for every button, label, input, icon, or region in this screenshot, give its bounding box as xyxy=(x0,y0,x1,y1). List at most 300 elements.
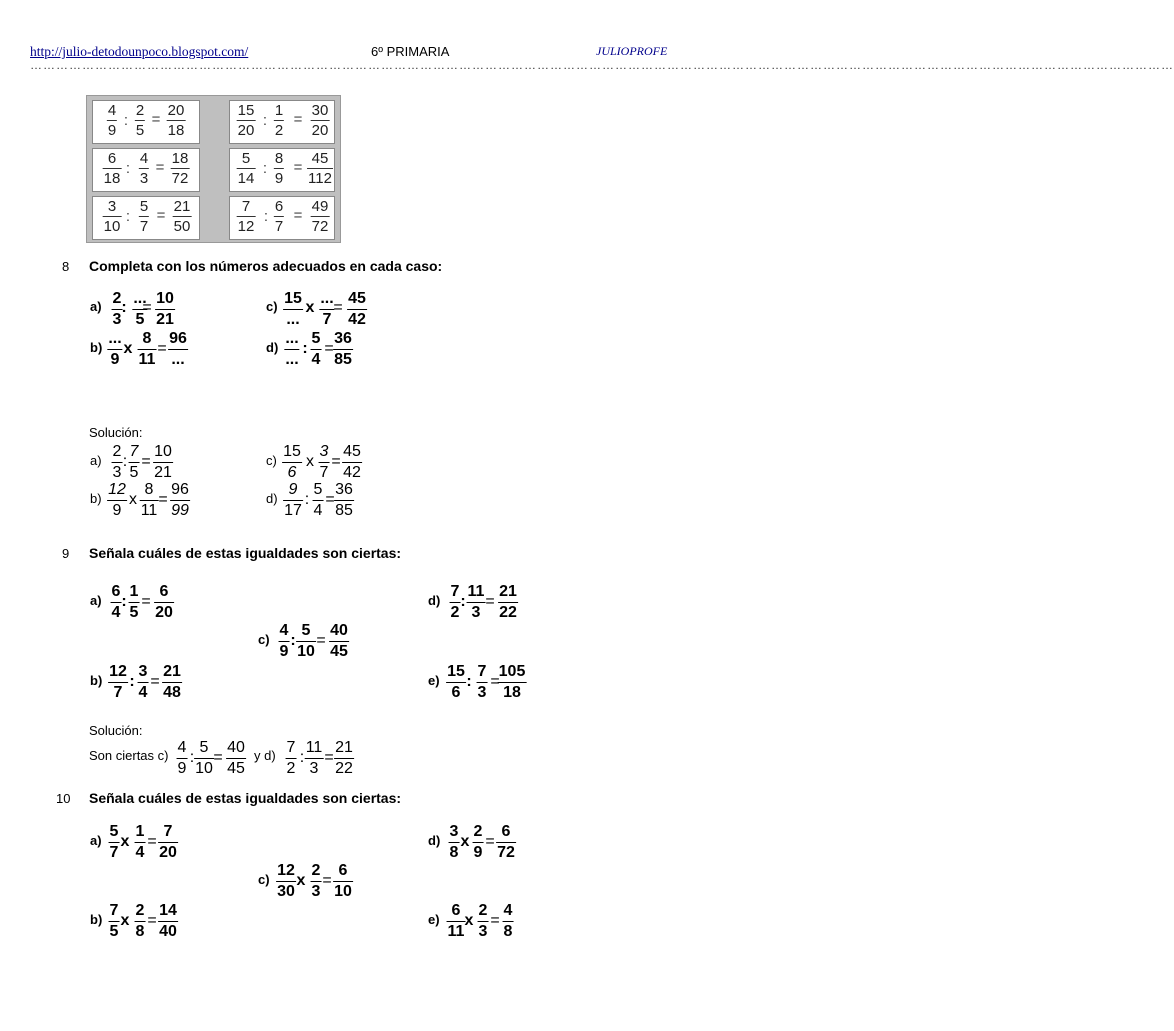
fraction-bar xyxy=(307,168,333,169)
fraction-bar xyxy=(103,168,122,169)
item-label: b) xyxy=(90,491,102,506)
denominator: 85 xyxy=(335,502,353,519)
denominator: 7 xyxy=(113,684,123,701)
denominator: 6 xyxy=(451,684,461,701)
numerator: 30 xyxy=(311,102,329,119)
denominator: 3 xyxy=(478,923,488,940)
numerator: 2 xyxy=(135,902,145,919)
denominator: 21 xyxy=(154,464,172,481)
operator: x xyxy=(123,340,133,357)
operator: = xyxy=(150,673,160,690)
denominator: 18 xyxy=(103,170,121,187)
fraction-bar xyxy=(158,921,178,922)
denominator: 21 xyxy=(156,311,174,328)
denominator: 2 xyxy=(450,604,460,621)
denominator: 3 xyxy=(112,311,122,328)
operator: = xyxy=(490,673,500,690)
fraction xyxy=(177,740,188,777)
numerator: 7 xyxy=(129,443,139,460)
fraction-bar xyxy=(274,168,284,169)
fraction xyxy=(478,903,489,940)
numerator: 3 xyxy=(319,443,329,460)
denominator: 5 xyxy=(135,311,145,328)
fraction-bar xyxy=(284,349,299,350)
operator: : xyxy=(262,160,268,177)
fraction xyxy=(503,903,514,940)
fraction xyxy=(171,151,190,186)
numerator: 6 xyxy=(501,823,511,840)
numerator: 11 xyxy=(467,583,485,600)
operator: = xyxy=(485,833,495,850)
fraction-bar xyxy=(334,758,354,759)
denominator: 4 xyxy=(111,604,121,621)
numerator: 1 xyxy=(274,102,284,119)
fraction xyxy=(333,863,353,900)
operator: = xyxy=(316,632,326,649)
denominator: 4 xyxy=(313,502,323,519)
denominator: 18 xyxy=(503,684,521,701)
numerator: 21 xyxy=(335,739,353,756)
denominator: 99 xyxy=(171,502,189,519)
fraction-bar xyxy=(467,602,486,603)
denominator: 3 xyxy=(311,883,321,900)
fraction xyxy=(276,863,296,900)
fraction-bar xyxy=(107,349,122,350)
question-9-title: Señala cuáles de estas igualdades son ciertas: xyxy=(89,545,402,561)
denominator: 18 xyxy=(167,122,185,139)
operator: x xyxy=(120,833,130,850)
operator: = xyxy=(155,159,165,176)
numerator: 7 xyxy=(286,739,296,756)
fraction xyxy=(139,151,149,186)
operator: = xyxy=(293,207,303,224)
fraction-bar xyxy=(173,216,192,217)
fraction-bar xyxy=(109,842,120,843)
operator: : xyxy=(302,340,308,357)
item-label: c) xyxy=(266,453,277,468)
numerator: 4 xyxy=(139,150,149,167)
fraction xyxy=(162,664,182,701)
operator: = xyxy=(147,833,157,850)
fraction-bar xyxy=(283,500,303,501)
denominator: 45 xyxy=(227,760,245,777)
fraction xyxy=(498,584,518,621)
numerator: 3 xyxy=(138,663,148,680)
item-label: a) xyxy=(90,453,102,468)
operator: = xyxy=(333,299,343,316)
fraction-bar xyxy=(112,462,123,463)
fraction xyxy=(496,824,516,861)
operator: : xyxy=(262,112,268,129)
fraction-bar xyxy=(107,120,117,121)
numerator: 4 xyxy=(177,739,187,756)
fraction xyxy=(279,623,290,660)
numerator: 1 xyxy=(129,583,139,600)
numerator: 14 xyxy=(159,902,177,919)
fraction-bar xyxy=(446,682,466,683)
denominator: 42 xyxy=(343,464,361,481)
denominator: 20 xyxy=(311,122,329,139)
numerator: 2 xyxy=(311,862,321,879)
fraction-bar xyxy=(276,881,296,882)
operator: : xyxy=(125,208,131,225)
denominator: 9 xyxy=(473,844,483,861)
fraction-bar xyxy=(129,462,140,463)
fraction xyxy=(274,199,284,234)
fraction-bar xyxy=(138,349,157,350)
fraction xyxy=(112,444,123,481)
fraction xyxy=(103,199,122,234)
denominator: 3 xyxy=(112,464,122,481)
numerator: 15 xyxy=(283,443,301,460)
fraction-bar xyxy=(135,921,146,922)
operator: = xyxy=(293,111,303,128)
fraction-bar xyxy=(450,602,461,603)
fraction xyxy=(237,103,256,138)
denominator: 7 xyxy=(322,311,332,328)
operator: : xyxy=(263,208,269,225)
operator: = xyxy=(158,491,168,508)
operator: = xyxy=(325,491,335,508)
fraction-bar xyxy=(477,682,488,683)
item-label: a) xyxy=(90,833,102,848)
denominator: 9 xyxy=(107,122,117,139)
operator: = xyxy=(293,159,303,176)
fraction xyxy=(467,584,486,621)
fraction-bar xyxy=(311,881,322,882)
numerator: 15 xyxy=(237,102,255,119)
numerator: 45 xyxy=(348,290,366,307)
numerator: 96 xyxy=(169,330,187,347)
grade-label: 6º PRIMARIA xyxy=(371,44,450,59)
blog-url-link[interactable]: http://julio-detodounpoco.blogspot.com/ xyxy=(30,44,249,59)
denominator: 22 xyxy=(499,604,517,621)
fraction-bar xyxy=(498,682,527,683)
item-label: e) xyxy=(428,912,440,927)
question-8-solution-label: Solución: xyxy=(89,425,143,440)
fraction xyxy=(311,331,322,368)
denominator: 10 xyxy=(334,883,352,900)
operator: : xyxy=(121,299,127,316)
numerator: 15 xyxy=(447,663,465,680)
denominator: 10 xyxy=(297,643,315,660)
author-label: JULIOPROFE xyxy=(596,44,668,58)
fraction-bar xyxy=(503,921,514,922)
fraction xyxy=(155,291,175,328)
fraction xyxy=(103,151,122,186)
operator: : xyxy=(129,673,135,690)
fraction xyxy=(129,444,140,481)
denominator: 3 xyxy=(477,684,487,701)
numerator: ... xyxy=(285,330,299,347)
fraction-bar xyxy=(107,500,127,501)
denominator: 2 xyxy=(274,122,284,139)
fraction xyxy=(342,444,362,481)
numerator: 40 xyxy=(330,622,348,639)
denominator: 7 xyxy=(319,464,329,481)
numerator: 6 xyxy=(111,583,121,600)
operator: : xyxy=(123,112,129,129)
fraction xyxy=(296,623,316,660)
numerator: 36 xyxy=(334,330,352,347)
numerator: 4 xyxy=(279,622,289,639)
fraction-bar xyxy=(296,641,316,642)
fraction-bar xyxy=(171,168,190,169)
question-9-number: 9 xyxy=(62,546,70,561)
operator: = xyxy=(324,340,334,357)
numerator: 6 xyxy=(338,862,348,879)
fraction xyxy=(347,291,367,328)
item-label: d) xyxy=(266,491,278,506)
numerator: ... xyxy=(320,290,334,307)
denominator: 72 xyxy=(171,170,189,187)
fraction-bar xyxy=(286,758,297,759)
item-label: d) xyxy=(428,593,441,608)
fraction xyxy=(283,482,303,519)
denominator: 17 xyxy=(284,502,302,519)
denominator: 72 xyxy=(311,218,329,235)
numerator: 45 xyxy=(311,150,329,167)
fraction-bar xyxy=(449,842,460,843)
numerator: 5 xyxy=(109,823,119,840)
numerator: 8 xyxy=(144,481,154,498)
item-label: a) xyxy=(90,593,102,608)
fraction-bar xyxy=(168,349,188,350)
numerator: 10 xyxy=(156,290,174,307)
fraction xyxy=(311,199,330,234)
denominator: 8 xyxy=(503,923,513,940)
numerator: 5 xyxy=(301,622,311,639)
denominator: 6 xyxy=(287,464,297,481)
numerator: 7 xyxy=(450,583,460,600)
operator: = xyxy=(485,593,495,610)
fraction-bar xyxy=(496,842,516,843)
question-9-solution-label: Solución: xyxy=(89,723,143,738)
fraction xyxy=(107,482,127,519)
denominator: 5 xyxy=(135,122,145,139)
denominator: 42 xyxy=(348,311,366,328)
numerator: 2 xyxy=(112,443,122,460)
operator: : xyxy=(304,491,310,508)
fraction xyxy=(226,740,246,777)
denominator: 11 xyxy=(447,923,465,940)
denominator: 11 xyxy=(138,351,156,368)
denominator: ... xyxy=(286,311,300,328)
numerator: 20 xyxy=(167,102,185,119)
fraction xyxy=(138,664,149,701)
fraction xyxy=(154,584,174,621)
denominator: 48 xyxy=(163,684,181,701)
denominator: 9 xyxy=(177,760,187,777)
numerator: 7 xyxy=(241,198,251,215)
fraction xyxy=(282,444,302,481)
fraction xyxy=(274,103,284,138)
fraction-bar xyxy=(162,682,182,683)
fraction-bar xyxy=(274,120,284,121)
numerator: 21 xyxy=(173,198,191,215)
numerator: ... xyxy=(133,290,147,307)
fraction-bar xyxy=(473,842,484,843)
numerator: 7 xyxy=(163,823,173,840)
numerator: 6 xyxy=(107,150,117,167)
operator: = xyxy=(157,340,167,357)
denominator: 9 xyxy=(279,643,289,660)
numerator: 8 xyxy=(274,150,284,167)
numerator: 21 xyxy=(499,583,517,600)
operator: : xyxy=(460,593,466,610)
operator: x xyxy=(306,453,314,470)
question-8-number: 8 xyxy=(62,259,70,274)
fraction-bar xyxy=(313,500,324,501)
question-10-number: 10 xyxy=(56,791,71,806)
numerator: 6 xyxy=(159,583,169,600)
fraction xyxy=(135,824,146,861)
item-label: d) xyxy=(266,340,279,355)
fraction-bar xyxy=(447,921,466,922)
denominator: 5 xyxy=(129,464,139,481)
denominator: 14 xyxy=(237,170,255,187)
fraction-bar xyxy=(237,168,256,169)
denominator: 20 xyxy=(159,844,177,861)
fraction-bar xyxy=(135,842,146,843)
operator: = xyxy=(331,453,341,470)
fraction-bar xyxy=(311,120,330,121)
operator: : xyxy=(121,593,127,610)
fraction xyxy=(284,331,299,368)
fraction-bar xyxy=(170,500,190,501)
denominator: 112 xyxy=(308,170,332,187)
fraction xyxy=(167,103,186,138)
numerator: 15 xyxy=(284,290,302,307)
numerator: 18 xyxy=(171,150,189,167)
item-label: c) xyxy=(258,632,270,647)
fraction xyxy=(311,863,322,900)
fraction xyxy=(237,151,256,186)
denominator: 2 xyxy=(286,760,296,777)
denominator: 4 xyxy=(135,844,145,861)
numerator: 49 xyxy=(311,198,329,215)
item-label: c) xyxy=(266,299,278,314)
fraction xyxy=(313,482,324,519)
denominator: 20 xyxy=(155,604,173,621)
fraction xyxy=(140,482,159,519)
item-label: b) xyxy=(90,340,103,355)
operator: = xyxy=(141,593,151,610)
fraction xyxy=(109,903,120,940)
fraction-bar xyxy=(177,758,188,759)
fraction-bar xyxy=(153,462,173,463)
fraction-bar xyxy=(311,349,322,350)
item-label: e) xyxy=(428,673,440,688)
fraction-bar xyxy=(311,216,330,217)
operator: : xyxy=(125,160,131,177)
fraction-bar xyxy=(319,462,330,463)
operator: : xyxy=(466,673,472,690)
fraction xyxy=(498,664,527,701)
item-label: c) xyxy=(258,872,270,887)
fraction xyxy=(168,331,188,368)
numerator: 21 xyxy=(163,663,181,680)
numerator: 105 xyxy=(498,663,526,680)
fraction xyxy=(107,103,117,138)
denominator: 10 xyxy=(195,760,213,777)
item-label: b) xyxy=(90,912,103,927)
numerator: 7 xyxy=(109,902,119,919)
fraction-bar xyxy=(155,309,175,310)
fraction-bar xyxy=(305,758,324,759)
fraction xyxy=(449,824,460,861)
denominator: 9 xyxy=(112,502,122,519)
fraction xyxy=(109,824,120,861)
numerator: 9 xyxy=(288,481,298,498)
fraction xyxy=(158,824,178,861)
question-10-title: Señala cuáles de estas igualdades son ciertas: xyxy=(89,790,402,806)
fraction-bar xyxy=(111,602,122,603)
operator: : xyxy=(299,749,305,766)
fraction xyxy=(307,151,333,186)
fraction xyxy=(334,740,354,777)
fraction-bar xyxy=(135,120,145,121)
numerator: 45 xyxy=(343,443,361,460)
fraction-bar xyxy=(194,758,214,759)
numerator: 2 xyxy=(112,290,122,307)
fraction xyxy=(283,291,303,328)
numerator: 4 xyxy=(107,102,117,119)
fraction xyxy=(334,482,354,519)
numerator: 6 xyxy=(274,198,284,215)
operator: = xyxy=(156,207,166,224)
denominator: 40 xyxy=(159,923,177,940)
item-label: b) xyxy=(90,673,103,688)
fraction xyxy=(170,482,190,519)
operator: x xyxy=(129,491,137,508)
fraction-bar xyxy=(274,216,284,217)
fraction xyxy=(274,151,284,186)
fraction-bar xyxy=(139,168,149,169)
fraction-bar xyxy=(237,216,256,217)
fraction xyxy=(173,199,192,234)
operator: = xyxy=(324,749,334,766)
operator: x xyxy=(120,912,130,929)
fraction-bar xyxy=(109,921,120,922)
fraction-bar xyxy=(167,120,186,121)
fraction-bar xyxy=(108,682,128,683)
fraction-bar xyxy=(158,842,178,843)
item-label: a) xyxy=(90,299,102,314)
numerator: ... xyxy=(108,330,122,347)
fraction xyxy=(194,740,214,777)
operator: = xyxy=(142,299,152,316)
numerator: 5 xyxy=(139,198,149,215)
denominator: 4 xyxy=(138,684,148,701)
operator: : xyxy=(189,749,195,766)
fraction-bar xyxy=(329,641,349,642)
fraction xyxy=(450,584,461,621)
fraction xyxy=(129,584,140,621)
operator: = xyxy=(147,912,157,929)
fraction xyxy=(107,331,122,368)
operator: x xyxy=(296,872,306,889)
fraction-bar xyxy=(342,462,362,463)
denominator: 22 xyxy=(335,760,353,777)
numerator: 7 xyxy=(477,663,487,680)
denominator: ... xyxy=(285,351,299,368)
denominator: ... xyxy=(171,351,185,368)
fraction-bar xyxy=(478,921,489,922)
fraction xyxy=(138,331,157,368)
fraction xyxy=(446,664,466,701)
operator: x xyxy=(460,833,470,850)
